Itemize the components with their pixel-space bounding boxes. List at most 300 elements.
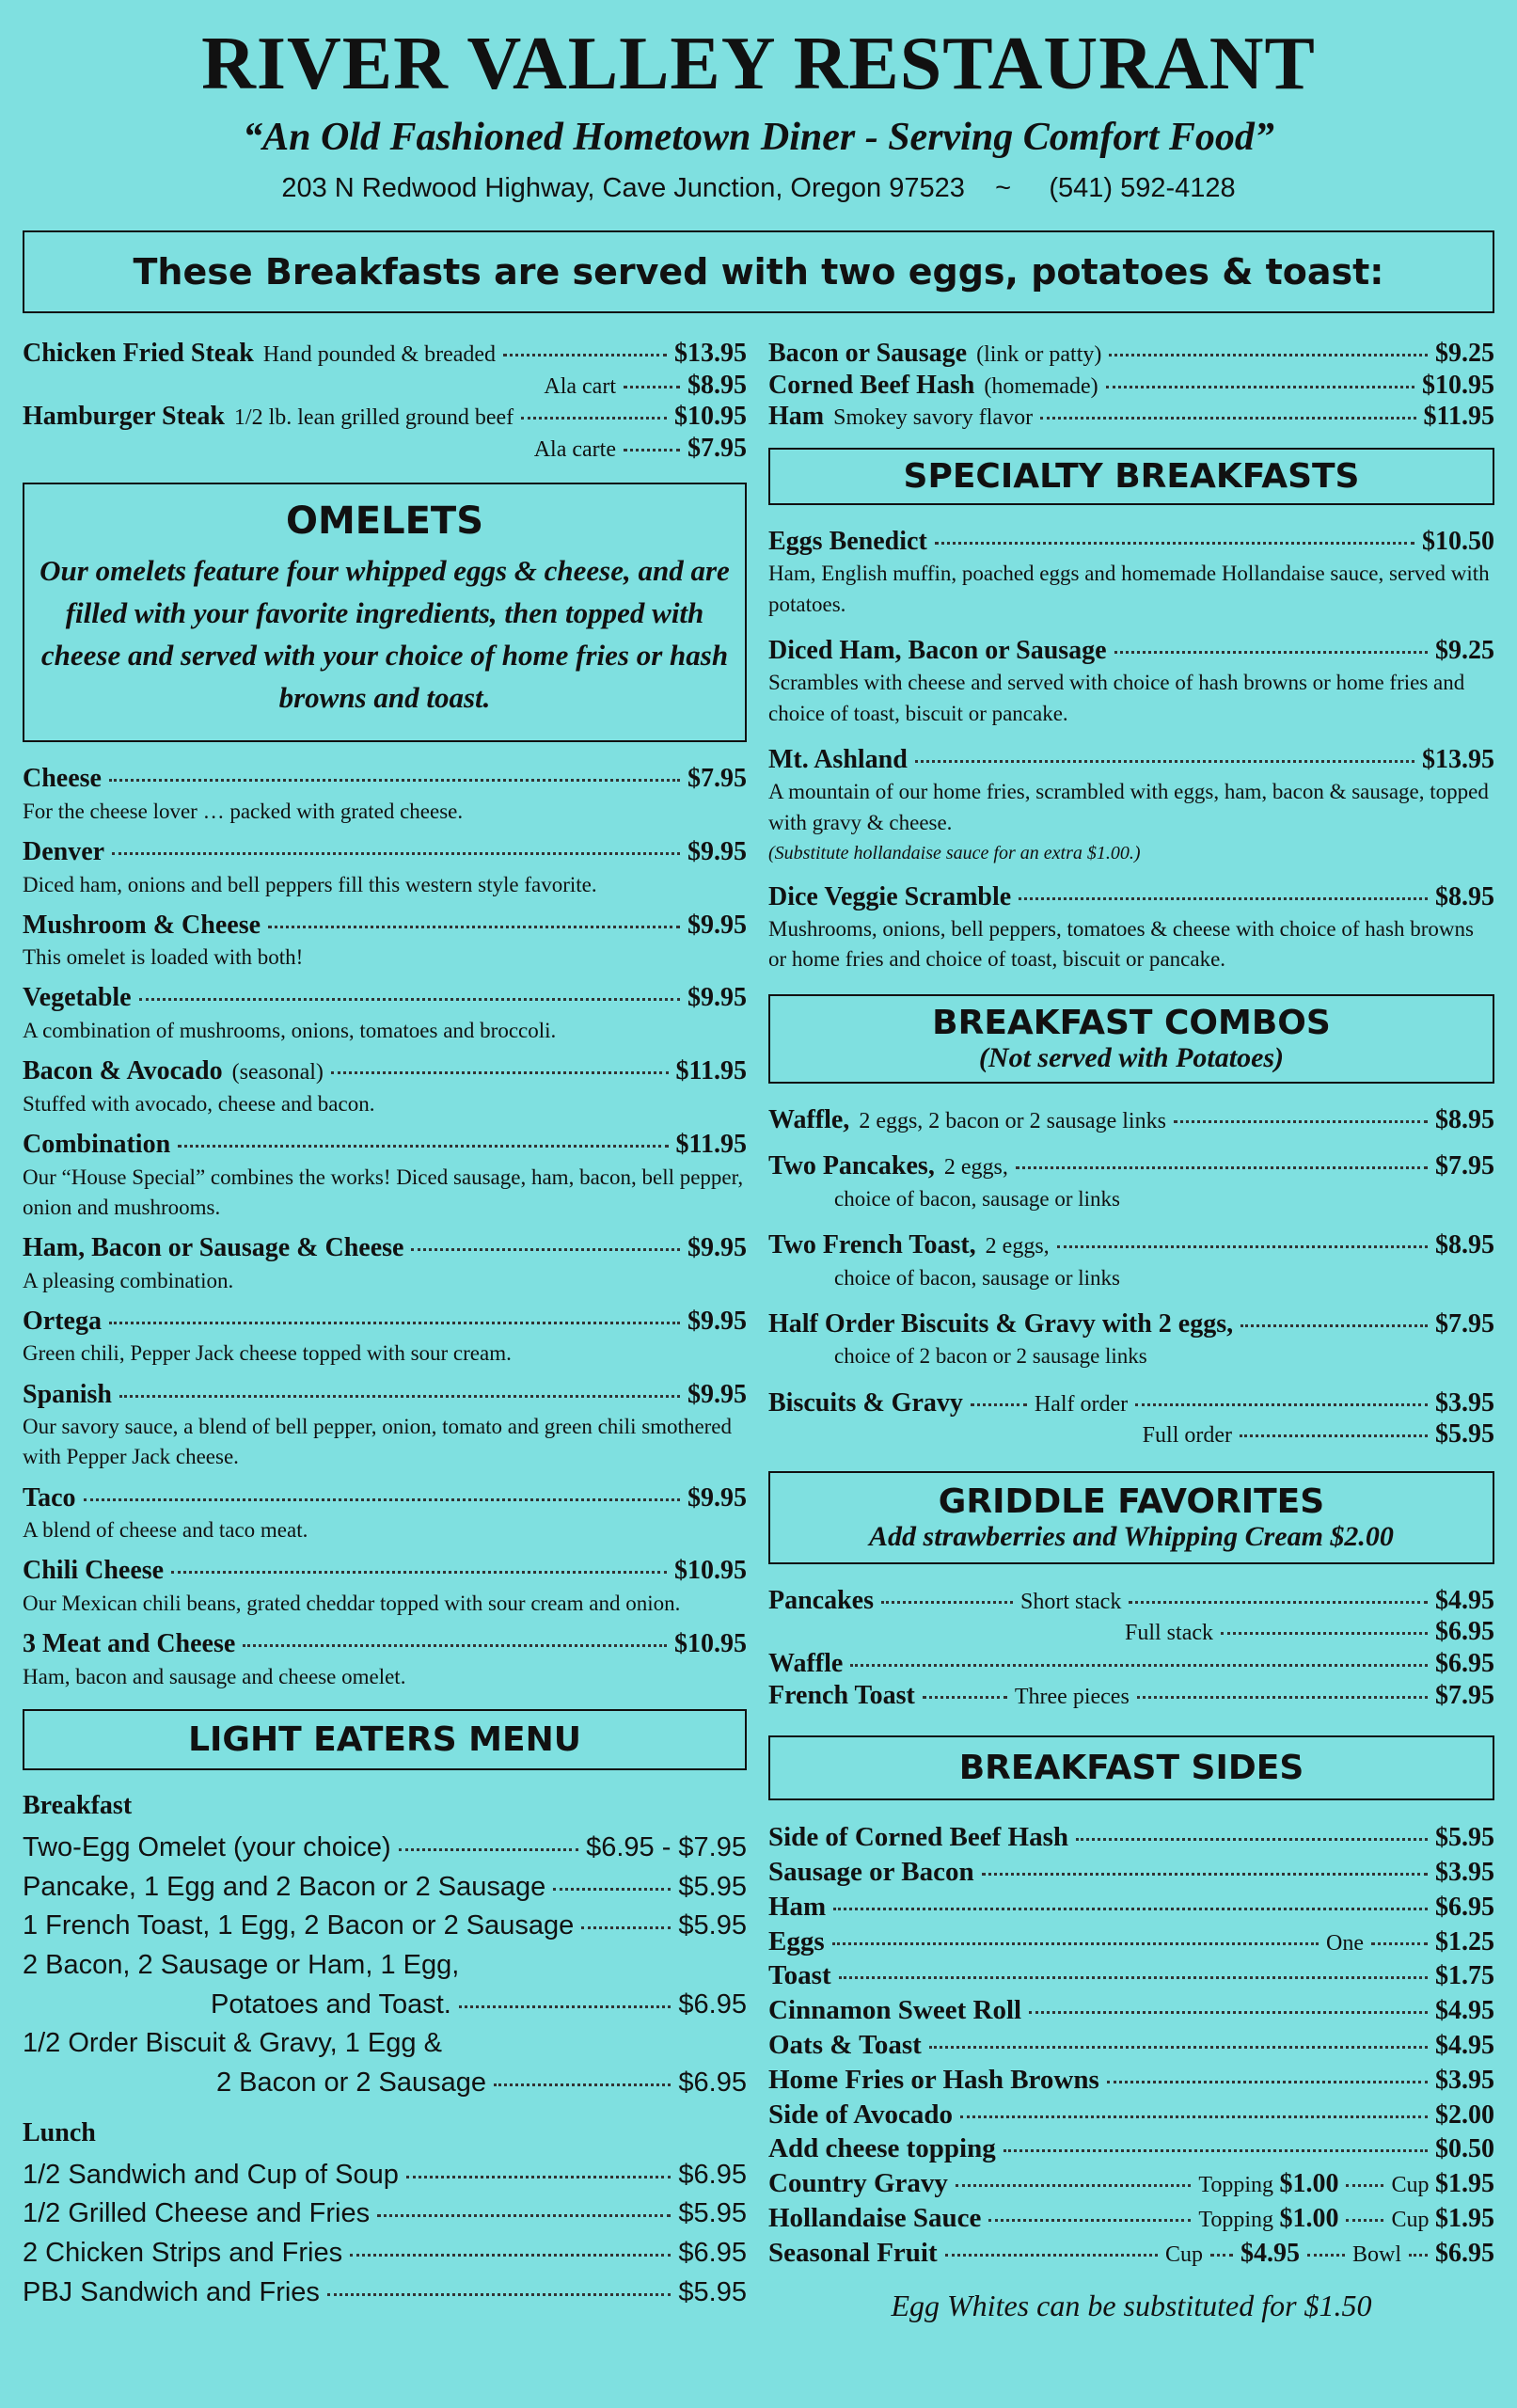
item-row	[23, 1555, 747, 1587]
breakfast-list-right	[768, 338, 1494, 433]
item-row	[23, 1055, 747, 1087]
menu-item	[768, 2237, 1494, 2270]
item-price: $1.00	[1279, 2169, 1339, 2199]
item-name: Toast	[768, 1960, 831, 1991]
item-desc: Cup	[1391, 2173, 1430, 2198]
menu-item	[768, 1229, 1494, 1293]
item-name: French Toast	[768, 1680, 915, 1710]
menu-item	[768, 1308, 1494, 1372]
item-desc: 2 eggs,	[943, 1155, 1008, 1180]
menu-item	[768, 2132, 1494, 2165]
combos-list	[768, 1104, 1494, 1450]
menu-item	[768, 2099, 1494, 2131]
item-desc: 1/2 lb. lean grilled ground beef	[233, 405, 514, 431]
item-price: $10.50	[1422, 526, 1494, 556]
leader-dots	[1210, 2254, 1233, 2257]
item-price: $5.95	[678, 2276, 747, 2307]
item-name: Sausage or Bacon	[768, 1856, 974, 1887]
item-price: $1.95	[1435, 2203, 1494, 2233]
item-name: 1/2 Order Biscuit & Gravy, 1 Egg &	[23, 2028, 442, 2059]
item-desc: Our “House Special” combines the works! Diced sausage, ham, bacon, bell pepper, onion and mushrooms.	[23, 1164, 744, 1219]
menu-subitem	[768, 1616, 1494, 1648]
item-name: Dice Veggie Scramble	[768, 881, 1012, 911]
item-row	[23, 982, 747, 1014]
menu-item	[768, 1959, 1494, 1992]
item-price: $11.95	[675, 1130, 747, 1160]
menu-item	[768, 744, 1494, 866]
item-name: 2 Bacon, 2 Sausage or Ham, 1 Egg,	[23, 1949, 460, 1980]
item-name: Corned Beef Hash	[768, 370, 975, 400]
menu-item	[23, 1948, 747, 1984]
specialty-title: SPECIALTY BREAKFASTS	[903, 456, 1360, 496]
item-price: $8.95	[1435, 1230, 1494, 1260]
sides-extra	[768, 2167, 1494, 2269]
item-price: $11.95	[1423, 402, 1494, 432]
item-price: $3.95	[1435, 2065, 1494, 2095]
leader-dots	[1135, 1403, 1428, 1406]
item-price: $8.95	[1435, 881, 1494, 911]
item-price: $3.95	[1435, 1857, 1494, 1887]
item-name: Hamburger Steak	[23, 402, 225, 432]
item-price: $13.95	[674, 339, 747, 368]
leader-dots	[1307, 2254, 1345, 2257]
item-desc: Ham, bacon and sausage and cheese omelet.	[23, 1664, 406, 1688]
menu-item	[23, 1830, 747, 1866]
item-row	[23, 763, 747, 795]
item-price: $8.95	[687, 370, 747, 400]
menu-item	[768, 1387, 1494, 1450]
item-name: 1/2 Grilled Cheese and Fries	[23, 2198, 371, 2229]
item-price: $7.95	[1435, 1680, 1494, 1710]
item-name: Pancake, 1 Egg and 2 Bacon or 2 Sausage	[23, 1871, 546, 1902]
item-desc: Cup	[1391, 2207, 1430, 2232]
menu-item	[768, 1994, 1494, 2027]
leader-dots	[399, 1848, 578, 1851]
item-desc: One	[1326, 1930, 1364, 1956]
leader-dots	[521, 417, 667, 420]
item-desc: Hand pounded & breaded	[262, 342, 497, 367]
item-name: Eggs Benedict	[768, 526, 927, 556]
item-price: $11.95	[675, 1056, 747, 1086]
menu-header	[23, 23, 1494, 204]
item-row	[768, 526, 1494, 558]
item-name: Add cheese topping	[768, 2133, 996, 2164]
item-name: Half Order Biscuits & Gravy with 2 eggs,	[768, 1308, 1234, 1339]
leader-dots	[833, 1908, 1428, 1910]
leader-dots	[350, 2254, 671, 2257]
griddle-subtitle: Add strawberries and Whipping Cream $2.00	[869, 1520, 1394, 1552]
item-desc: Ala cart	[544, 373, 616, 399]
item-desc: A pleasing combination.	[23, 1268, 234, 1292]
item-name: Bacon or Sausage	[768, 339, 968, 368]
item-price: $10.95	[674, 402, 747, 432]
item-name: Two French Toast,	[768, 1230, 976, 1260]
light-eaters-title: LIGHT EATERS MENU	[188, 1719, 581, 1759]
leader-dots	[935, 542, 1414, 545]
leader-dots	[1107, 2081, 1428, 2083]
menu-item	[23, 1055, 747, 1119]
leader-dots	[832, 1942, 1319, 1945]
item-price: $5.95	[678, 1910, 747, 1941]
item-price: $1.00	[1279, 2203, 1339, 2233]
item-row	[768, 744, 1494, 776]
leader-dots	[1040, 417, 1415, 420]
leader-dots	[971, 1403, 1027, 1406]
menu-item	[768, 1925, 1494, 1958]
menu-subitem	[23, 370, 747, 402]
menu-item	[23, 836, 747, 900]
menu-subitem	[23, 433, 747, 465]
menu-item-cont	[23, 2066, 747, 2101]
item-name: Biscuits & Gravy	[768, 1387, 963, 1418]
menu-item	[768, 2064, 1494, 2097]
light-lunch-list	[23, 2158, 747, 2311]
item-desc: choice of 2 bacon or 2 sausage links	[834, 1344, 1147, 1369]
item-name: Bacon & Avocado	[23, 1056, 223, 1086]
item-desc: Our Mexican chili beans, grated cheddar topped with sour cream and onion.	[23, 1591, 681, 1615]
leader-dots	[331, 1071, 669, 1074]
menu-item	[768, 1585, 1494, 1617]
item-name: Potatoes and Toast.	[211, 1988, 451, 2020]
item-row	[23, 1379, 747, 1411]
item-desc: For the cheese lover … packed with grated cheese.	[23, 799, 464, 823]
leader-dots	[327, 2293, 671, 2296]
left-column	[23, 338, 747, 2323]
restaurant-title: RIVER VALLEY RESTAURANT	[201, 23, 1316, 105]
item-price: $1.75	[1435, 1961, 1494, 1991]
leader-dots	[1409, 2254, 1428, 2257]
item-name: Pancakes	[768, 1585, 874, 1615]
leader-dots	[624, 449, 680, 452]
menu-item	[768, 2202, 1494, 2235]
menu-item	[768, 401, 1494, 433]
item-name: Home Fries or Hash Browns	[768, 2064, 1099, 2095]
leader-dots	[1240, 1434, 1428, 1437]
item-row	[23, 1306, 747, 1338]
sides-box	[768, 1735, 1494, 1800]
specialty-box	[768, 448, 1494, 505]
leader-dots	[1346, 2184, 1383, 2187]
item-note: (Substitute hollandaise sauce for an extra $1.00.)	[768, 842, 1141, 863]
leader-dots	[109, 1322, 680, 1324]
menu-item-cont	[23, 1988, 747, 2023]
menu-item	[768, 338, 1494, 370]
address: 203 N Redwood Highway, Cave Junction, Oregon 97523	[281, 173, 965, 203]
item-price: $1.95	[1435, 2169, 1494, 2199]
leader-dots	[1129, 1601, 1428, 1604]
item-price: $6.95	[678, 2238, 747, 2269]
lunch-label: Lunch	[23, 2117, 96, 2147]
phone: (541) 592-4128	[1049, 173, 1236, 203]
breakfast-list-left	[23, 338, 747, 464]
breakfast-banner: These Breakfasts are served with two eggs, potatoes & toast:	[23, 230, 1494, 313]
leader-dots	[1057, 1245, 1428, 1248]
leader-dots	[494, 2083, 671, 2086]
item-price: $4.95	[1435, 2030, 1494, 2060]
item-price: $5.95	[1435, 1419, 1494, 1450]
item-name: Waffle,	[768, 1104, 850, 1134]
item-price: $6.95 - $7.95	[586, 1831, 747, 1862]
item-row	[768, 635, 1494, 667]
leader-dots	[243, 1644, 667, 1647]
leader-dots	[119, 1395, 680, 1398]
item-desc: Three pieces	[1014, 1684, 1130, 1709]
leader-dots	[881, 1601, 1013, 1604]
item-desc: Green chili, Pepper Jack cheese topped with sour cream.	[23, 1341, 512, 1366]
griddle-title: GRIDDLE FAVORITES	[938, 1481, 1325, 1521]
item-name: Cheese	[23, 764, 102, 794]
item-price: $9.95	[687, 1306, 747, 1336]
item-row	[23, 1628, 747, 1660]
menu-item	[768, 1680, 1494, 1712]
menu-item	[23, 401, 747, 433]
menu-item	[23, 2275, 747, 2311]
menu-item	[23, 1482, 747, 1546]
item-price: $8.95	[1435, 1104, 1494, 1134]
item-price: $6.95	[1435, 2238, 1494, 2268]
tagline: “An Old Fashioned Hometown Diner - Serving Comfort Food”	[243, 116, 1274, 159]
menu-item	[768, 1856, 1494, 1889]
item-name: Eggs	[768, 1925, 825, 1956]
item-name: PBJ Sandwich and Fries	[23, 2276, 320, 2307]
item-desc: (seasonal)	[231, 1060, 324, 1085]
menu-item	[23, 1379, 747, 1473]
item-desc: Diced ham, onions and bell peppers fill this western style favorite.	[23, 872, 597, 896]
omelets-title: OMELETS	[285, 499, 484, 544]
item-price: $6.95	[678, 2067, 747, 2098]
item-name: Country Gravy	[768, 2168, 948, 2199]
item-desc: Topping	[1198, 2173, 1273, 2198]
item-price: $6.95	[1435, 1617, 1494, 1647]
item-desc: 2 eggs,	[985, 1234, 1050, 1259]
item-desc: Short stack	[1020, 1589, 1122, 1614]
leader-dots	[1371, 1942, 1428, 1945]
leader-dots	[988, 2219, 1191, 2222]
menu-item	[768, 1104, 1494, 1136]
item-desc: Full stack	[1125, 1621, 1213, 1646]
menu-item	[768, 635, 1494, 729]
menu-item	[23, 1870, 747, 1906]
item-price: $6.95	[1435, 1648, 1494, 1678]
combos-subtitle: (Not served with Potatoes)	[978, 1041, 1285, 1073]
item-desc: Scrambles with cheese and served with choice of hash browns or home fries and choice of toast, biscuit or pancake.	[768, 671, 1465, 725]
item-desc: Half order	[1034, 1391, 1129, 1417]
menu-item	[768, 881, 1494, 975]
item-row	[23, 1232, 747, 1264]
item-row	[23, 910, 747, 942]
item-price: $5.95	[678, 1871, 747, 1902]
leader-dots	[139, 998, 680, 1001]
item-name: Two-Egg Omelet (your choice)	[23, 1831, 391, 1862]
leader-dots	[268, 926, 680, 928]
item-price: $9.95	[687, 1482, 747, 1513]
item-price: $3.95	[1435, 1387, 1494, 1418]
menu-item	[23, 1555, 747, 1619]
menu-item	[23, 1129, 747, 1223]
item-name: Oats & Toast	[768, 2029, 922, 2060]
item-price: $9.25	[1435, 635, 1494, 665]
leader-dots	[1016, 1166, 1428, 1169]
item-name: Ham	[768, 1891, 827, 1922]
griddle-box	[768, 1471, 1494, 1564]
leader-dots	[459, 2005, 672, 2008]
omelets-subtitle: Our omelets feature four whipped eggs & cheese, and are filled with your favorite ingredients, then topped with cheese and served with your choice of home fries or hash browns and toast.	[40, 554, 730, 715]
item-desc: Stuffed with avocado, cheese and bacon.	[23, 1091, 375, 1116]
light-eaters-box	[23, 1709, 747, 1770]
item-desc: (link or patty)	[976, 342, 1102, 367]
item-row	[23, 1482, 747, 1514]
menu-item	[768, 1648, 1494, 1680]
leader-dots	[84, 1498, 680, 1501]
item-name: Side of Corned Beef Hash	[768, 1822, 1068, 1853]
item-price: $7.95	[1435, 1308, 1494, 1339]
item-price: $7.95	[687, 764, 747, 794]
leader-dots	[915, 760, 1414, 763]
combos-title: BREAKFAST COMBOS	[932, 1003, 1331, 1042]
leader-dots	[945, 2254, 1158, 2257]
item-price: $10.95	[674, 1556, 747, 1586]
leader-dots	[1346, 2219, 1383, 2222]
menu-item	[23, 1909, 747, 1944]
menu-item	[768, 2029, 1494, 2062]
leader-dots	[503, 354, 667, 356]
item-row	[23, 836, 747, 868]
sides-title: BREAKFAST SIDES	[958, 1749, 1304, 1788]
item-name: Spanish	[23, 1379, 112, 1409]
menu-item	[768, 526, 1494, 620]
item-price: $13.95	[1422, 744, 1494, 774]
item-price: $4.95	[1435, 1996, 1494, 2026]
item-desc: Our savory sauce, a blend of bell pepper, onion, tomato and green chili smothered with Pepper Jack cheese.	[23, 1415, 733, 1469]
leader-dots	[839, 1976, 1428, 1979]
item-desc: choice of bacon, sausage or links	[834, 1186, 1121, 1211]
item-desc: (homemade)	[984, 373, 1098, 399]
item-name: Ham, Bacon or Sausage & Cheese	[23, 1233, 404, 1262]
leader-dots	[112, 852, 680, 855]
item-price: $7.95	[1435, 1151, 1494, 1181]
item-price: $5.95	[678, 2198, 747, 2229]
item-price: $7.95	[687, 433, 747, 463]
leader-dots	[929, 2046, 1428, 2049]
item-price: $1.25	[1435, 1926, 1494, 1956]
item-name: Cinnamon Sweet Roll	[768, 1995, 1022, 2026]
item-name: Ham	[768, 402, 825, 432]
leader-dots	[581, 1926, 671, 1929]
separator: ~	[995, 173, 1012, 203]
item-name: Mushroom & Cheese	[23, 910, 261, 940]
menu-item	[23, 2026, 747, 2062]
item-desc: Smokey savory flavor	[833, 405, 1034, 431]
leader-dots	[1240, 1324, 1428, 1327]
item-desc: Ham, English muffin, poached eggs and homemade Hollandaise sauce, served with potatoes.	[768, 562, 1490, 616]
leader-dots	[1109, 354, 1428, 356]
leader-dots	[1029, 2011, 1428, 2014]
menu-item	[768, 1891, 1494, 1924]
item-price: $0.50	[1435, 2134, 1494, 2164]
item-desc: Topping	[1198, 2207, 1273, 2232]
leader-dots	[624, 386, 680, 388]
item-name: 1/2 Sandwich and Cup of Soup	[23, 2159, 399, 2190]
item-name: Mt. Ashland	[768, 744, 908, 774]
item-desc: A mountain of our home fries, scrambled with eggs, ham, bacon & sausage, topped with gravy & cheese.	[768, 780, 1489, 834]
menu-item	[23, 763, 747, 827]
item-price: $5.95	[1435, 1823, 1494, 1853]
menu-item	[768, 1821, 1494, 1854]
item-price: $9.95	[687, 836, 747, 866]
leader-dots	[982, 1873, 1428, 1876]
item-name: Waffle	[768, 1648, 844, 1678]
item-name: Diced Ham, Bacon or Sausage	[768, 635, 1107, 665]
leader-dots	[1137, 1696, 1428, 1699]
item-price: $10.95	[674, 1629, 747, 1659]
leader-dots	[1019, 897, 1428, 900]
item-desc: Ala carte	[533, 436, 616, 462]
item-name: Two Pancakes,	[768, 1151, 935, 1181]
leader-dots	[178, 1145, 668, 1148]
leader-dots	[1106, 386, 1414, 388]
item-name: Ortega	[23, 1306, 102, 1336]
item-desc: Full order	[1142, 1423, 1232, 1449]
item-name: 1 French Toast, 1 Egg, 2 Bacon or 2 Sausage	[23, 1910, 575, 1941]
item-desc: A combination of mushrooms, onions, tomatoes and broccoli.	[23, 1019, 557, 1043]
menu-item	[23, 2236, 747, 2272]
omelet-list	[23, 763, 747, 1692]
item-name: Combination	[23, 1130, 171, 1160]
item-price: $6.95	[678, 2159, 747, 2190]
leader-dots	[406, 2176, 672, 2178]
address-line	[23, 173, 1494, 204]
item-desc: Bowl	[1351, 2242, 1401, 2267]
item-price: $6.95	[1435, 1892, 1494, 1922]
menu-item	[23, 338, 747, 370]
menu-item	[23, 982, 747, 1046]
item-desc: choice of bacon, sausage or links	[834, 1265, 1121, 1290]
leader-dots	[171, 1571, 667, 1574]
menu-item	[23, 2196, 747, 2232]
item-desc: Mushrooms, onions, bell peppers, tomatoes & cheese with choice of hash browns or home fries and choice of toast, biscuit or pancake.	[768, 917, 1474, 972]
leader-dots	[923, 1696, 1007, 1699]
breakfast-label: Breakfast	[23, 1790, 133, 1820]
egg-whites-note: Egg Whites can be substituted for $1.50	[891, 2288, 1372, 2322]
item-name: 2 Chicken Strips and Fries	[23, 2238, 343, 2269]
leader-dots	[553, 1888, 671, 1891]
item-price: $9.95	[687, 1379, 747, 1409]
sides-list	[768, 1821, 1494, 2165]
item-desc: Cup	[1164, 2242, 1203, 2267]
item-desc: This omelet is loaded with both!	[23, 945, 304, 970]
item-name: Hollandaise Sauce	[768, 2202, 982, 2233]
item-price: $9.25	[1435, 339, 1494, 368]
item-name: Denver	[23, 836, 105, 866]
leader-dots	[377, 2214, 671, 2217]
menu-item	[768, 2167, 1494, 2200]
omelets-box	[23, 483, 747, 742]
item-desc: 2 eggs, 2 bacon or 2 sausage links	[859, 1108, 1166, 1133]
menu-item	[23, 1306, 747, 1370]
item-price: $2.00	[1435, 2099, 1494, 2130]
item-row	[23, 1129, 747, 1161]
leader-dots	[1174, 1120, 1428, 1123]
leader-dots	[1221, 1632, 1428, 1635]
item-price: $4.95	[1435, 1585, 1494, 1615]
specialty-list	[768, 526, 1494, 975]
menu-item	[768, 370, 1494, 402]
leader-dots	[109, 779, 680, 782]
item-price: $9.95	[687, 983, 747, 1013]
light-breakfast-list	[23, 1830, 747, 2101]
combos-box	[768, 994, 1494, 1084]
menu-item	[23, 1232, 747, 1296]
